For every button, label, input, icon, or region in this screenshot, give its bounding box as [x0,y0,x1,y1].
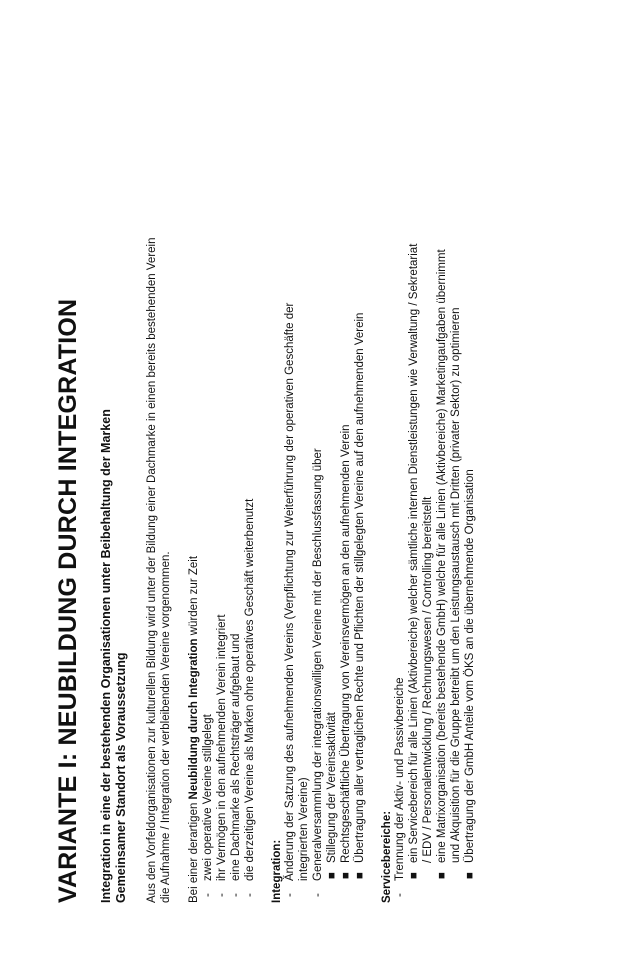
square-bullet-icon: ■ [326,872,338,879]
list-item [353,33,367,903]
list-item [215,33,229,903]
square-bullet-icon: ■ [408,872,420,879]
list-item [421,33,435,903]
document-title: VARIANTE I: NEUBILDUNG DURCH INTEGRATION [54,298,82,903]
list-item-text: Trennung der Aktiv- und Passivbereiche [394,677,406,881]
list-item-text: die derzeitigen Vereine als Marken ohne operatives Geschäft weiterbenutzt [244,498,256,881]
list-item-text: ein Servicebereich für alle Linien (Aktivbereiche) welcher sämtliche internen Dienstleistungen wie Verwaltung / Sekretariat [408,243,420,863]
list-item [283,33,297,903]
servicebereiche-list [393,33,477,903]
list-item [449,33,463,903]
list-item [325,33,339,903]
neubildung-lead-after: würden zur Zeit [188,555,200,639]
integration-list [283,33,367,903]
square-bullet-icon: ■ [436,872,448,879]
list-item-text: Übertragung der GmbH Anteile vom ÖKS an die übernehmende Organisation [464,469,476,863]
square-bullet-icon: ■ [340,872,352,879]
list-item-text: Änderung der Satzung des aufnehmenden Vereins (Verpflichtung zur Weiterführung der operativen Geschäfte der [284,302,296,881]
list-item-text: Rechtsgeschäftliche Übertragung von Vereinsvermögen an den aufnehmenden Verein [340,424,352,863]
list-item-text: zwei operative Vereine stillgelegt [202,714,214,881]
intro-paragraph [145,33,173,903]
list-item [393,33,407,903]
square-bullet-icon: ■ [464,872,476,879]
dash-marker: - [216,893,228,897]
list-item [463,33,477,903]
subtitle-line: Gemeinsamer Standort als Voraussetzung [114,652,128,903]
servicebereiche-heading: Servicebereiche: [381,810,393,903]
neubildung-lead [187,33,201,903]
square-bullet-icon: ■ [354,872,366,879]
dash-marker: - [230,893,242,897]
neubildung-lead-before: Bei einer derartigen [188,799,200,903]
list-item [297,33,311,903]
intro-line: die Aufnahme / Integration der verbleibenden Vereine vorgenommen. [160,551,172,903]
list-item-text: ihr Vermögen in den aufnehmenden Verein integriert [216,614,228,881]
subtitle-line: Integration in eine der bestehenden Organisationen unter Beibehaltung der Marken [99,409,113,903]
list-item [435,33,449,903]
list-item-text: Generalversammlung der integrationswilligen Vereine mit der Beschlussfassung über [312,448,324,881]
list-item-text: eine Matrixorganisation (bereits bestehende GmbH) welche für alle Linien (Aktivbereiche) Marketingaufgaben übernimmt [436,249,448,863]
document-subtitle [99,33,129,903]
list-item-text: / EDV / Personalentwicklung / Rechnungswesen / Controlling bereitstellt [422,496,434,863]
dash-marker: - [202,893,214,897]
list-item [311,33,325,903]
list-item-text: Stillegung der Vereinsaktivität [326,712,338,863]
list-marker: - [394,893,406,897]
list-item-text: Übertragung aller vertraglichen Rechte und Pflichten der stillgelegten Vereine auf den aufnehmenden Verein [354,312,366,863]
integration-heading: Integration: [271,839,283,903]
list-marker: - [312,893,324,897]
list-item [201,33,215,903]
intro-line: Aus den Vorfeldorganisationen zur kulturellen Bildung wird unter der Bildung einer Dachmarke in einen bereits bestehenden Verein [146,237,158,903]
list-item-text: und Akquisition für die Gruppe betreibt um den Leistungsaustausch mit Dritten (privater Sektor) zu optimieren [450,307,462,863]
document-content [54,33,491,903]
neubildung-lead-bold: Neubildung durch Integration [188,638,200,800]
list-item [407,33,421,903]
list-item-text: integrierten Vereine) [298,777,310,881]
list-item-text: eine Dachmarke als Rechtsträger aufgebaut und [230,633,242,881]
list-item [243,33,257,903]
list-item [229,33,243,903]
list-item [339,33,353,903]
neubildung-list [201,33,257,903]
list-marker: - [284,893,296,897]
dash-marker: - [244,893,256,897]
